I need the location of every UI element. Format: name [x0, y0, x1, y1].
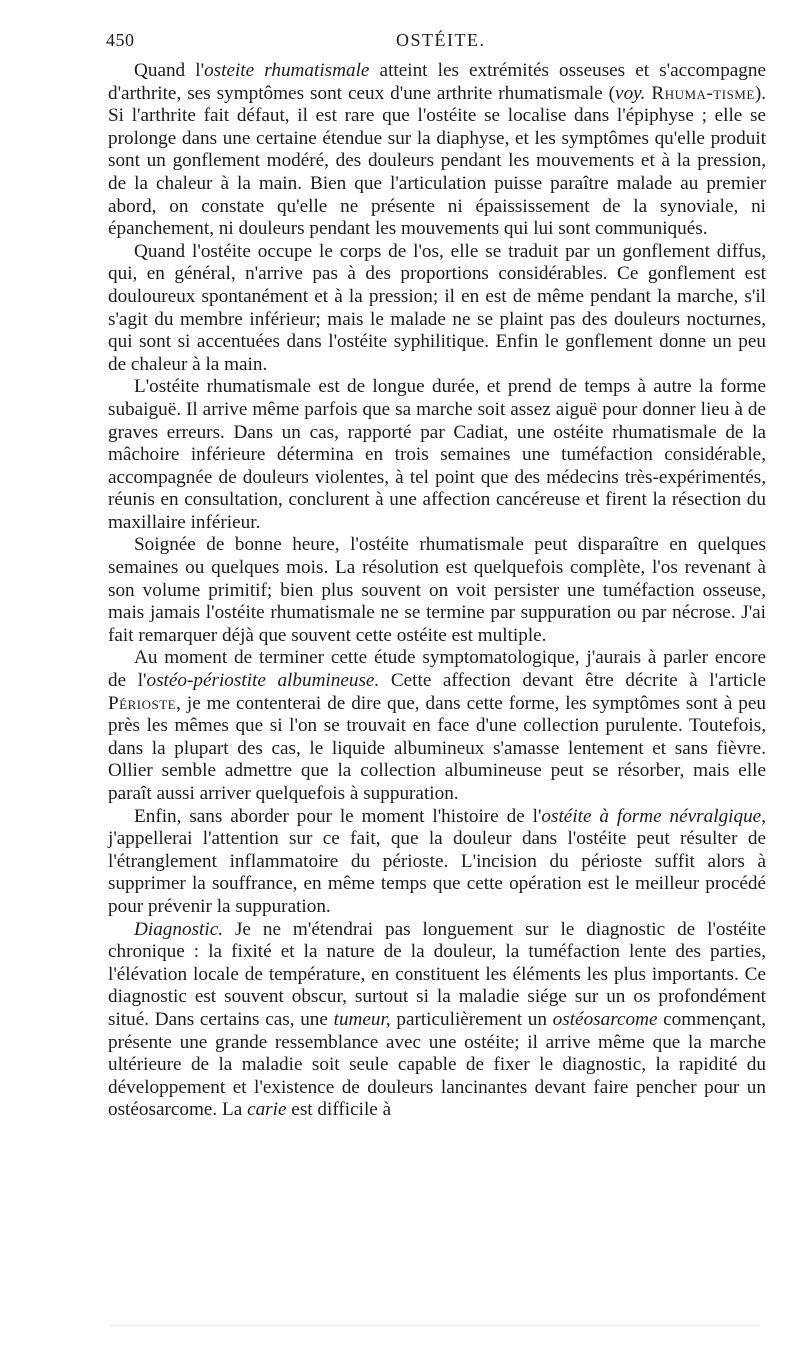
text-run: Soignée de bonne heure, l'ostéite rhumatismale peut disparaître en quelques semaines ou quelques mois. La résolution est quelquefois complète, l'os revenant à son volume primitif; bien plus souvent on voit persister une tuméfaction osseuse, mais jamais l'ostéite rhumatismale ne se termine par suppuration ou par nécrose. J'ai fait remarquer déjà que souvent cette ostéite est multiple. — [108, 534, 766, 646]
text-run: atteint les extrémités osseuses et s'accompagne d'arthrite, ses symptômes sont ceux d'une arthrite rhumatismale ( — [108, 60, 767, 104]
text-run: Quand l'ostéite occupe le corps de l'os, elle se traduit par un gonflement diffus, qui, en général, n'arrive pas à des proportions considérables. Ce gonflement est douloureux spontanément et à la pression; il en est de même pendant la marche, s'il s'agit du membre inférieur; mais le malade ne se plaint pas des douleurs nocturnes, qui sont si accentuées dans l'ostéite syphilitique. Enfin le gonflement donne un peu de chaleur à la main. — [108, 240, 766, 375]
italic-text: ostéo-périostite albumineuse. — [146, 670, 380, 692]
text-run: Cette affection devant être décrite à l'article — [379, 670, 767, 692]
body-text — [108, 60, 766, 1122]
running-head: OSTÉITE. — [396, 30, 486, 50]
text-run: commençant, présente une grande ressemblance avec une ostéite; il arrive même que la marche ultérieure de la maladie soit seule capable de fixer le diagnostic, la rapidité du développement et l'existence de douleurs lancinantes devant faire pencher pour un ostéosarcome. La — [108, 1008, 766, 1121]
text-run: Enfin, sans aborder pour le moment l'histoire de l' — [134, 805, 542, 827]
text-run: particulièrement un — [390, 1008, 553, 1030]
text-run: ). Si l'arthrite fait défaut, il est rare que l'ostéite se localise dans l'épiphyse ; elle se prolonge dans une certaine étendue sur la diaphyse, et les symptômes qu'elle produit sont un gonflement modéré, des douleurs pendant les mouvements et à la pression, de la chaleur à la main. Bien que l'articulation puisse paraître malade au premier abord, on constate qu'elle ne présente ni épaississement de la synoviale, ni épanchement, ni douleurs pendant les mouvements qui lui sont communiqués. — [108, 82, 766, 240]
paragraph-7 — [108, 919, 766, 1122]
italic-text: osteite rhumatismale — [204, 60, 370, 81]
text-run: , je me contenterai de dire que, dans cette forme, les symptômes sont à peu près les mêmes que si l'on se trouvait en face d'une collection purulente. Toutefois, dans la plupart des cas, le liquide albumineux s'amasse lentement et sans fièvre. Ollier semble admettre que la collection albumineuse peut se résorber, mais elle paraît aussi arriver quelquefois à suppuration. — [108, 692, 766, 804]
page-number: 450 — [106, 30, 135, 50]
italic-text: ostéosarcome — [552, 1008, 658, 1030]
small-caps-text: Rhuma-tisme — [651, 82, 755, 104]
text-run: est difficile à — [286, 1099, 392, 1121]
paragraph-6 — [108, 806, 766, 919]
text-run: Au moment de terminer cette étude symptomatologique, j'aurais à parler encore de l' — [108, 647, 766, 692]
paragraph-2 — [108, 241, 766, 377]
page-header — [106, 30, 770, 54]
italic-text: carie — [247, 1099, 287, 1121]
italic-text: voy. — [615, 82, 646, 104]
paragraph-4 — [108, 534, 766, 647]
paragraph-3 — [108, 376, 766, 534]
paragraph-1 — [108, 60, 766, 241]
italic-text: ostéite à forme névralgique — [541, 805, 762, 827]
small-caps-text: Périoste — [108, 692, 177, 714]
paragraph-5 — [108, 647, 766, 805]
text-run: L'ostéite rhumatismale est de longue durée, et prend de temps à autre la forme subaiguë. Il arrive même parfois que sa marche soit assez aiguë pour donner lieu à de graves erreurs. Dans un cas, rapporté par Cadiat, une ostéite rhumatismale de la mâchoire inférieure détermina en trois semaines une tuméfaction considérable, accompagnée de douleurs violentes, à tel point que des médecins très-expérimentés, réunis en consultation, conclurent à une affection cancéreuse et firent la résection du maxillaire inférieur. — [108, 376, 766, 533]
text-run: Je ne m'étendrai pas longuement sur le diagnostic de l'ostéite chronique : la fixité et la nature de la douleur, la tuméfaction lente des parties, l'élévation locale de température, en constituent les éléments les plus importants. Ce diagnostic est souvent obscur, surtout si la maladie siége sur un os profondément situé. Dans certains cas, une — [108, 918, 766, 1030]
italic-text: Diagnostic. — [134, 918, 224, 940]
scan-artifact-line — [110, 1322, 760, 1326]
text-run: Quand l' — [134, 60, 205, 81]
text-run: , j'appellerai l'attention sur ce fait, que la douleur dans l'ostéite peut résulter de l'étranglement inflammatoire du périoste. L'incision du périoste suffit alors à supprimer la souffrance, en même temps que cette opération est le meilleur procédé pour prévenir la suppuration. — [108, 805, 766, 917]
italic-text: tumeur, — [333, 1008, 391, 1030]
